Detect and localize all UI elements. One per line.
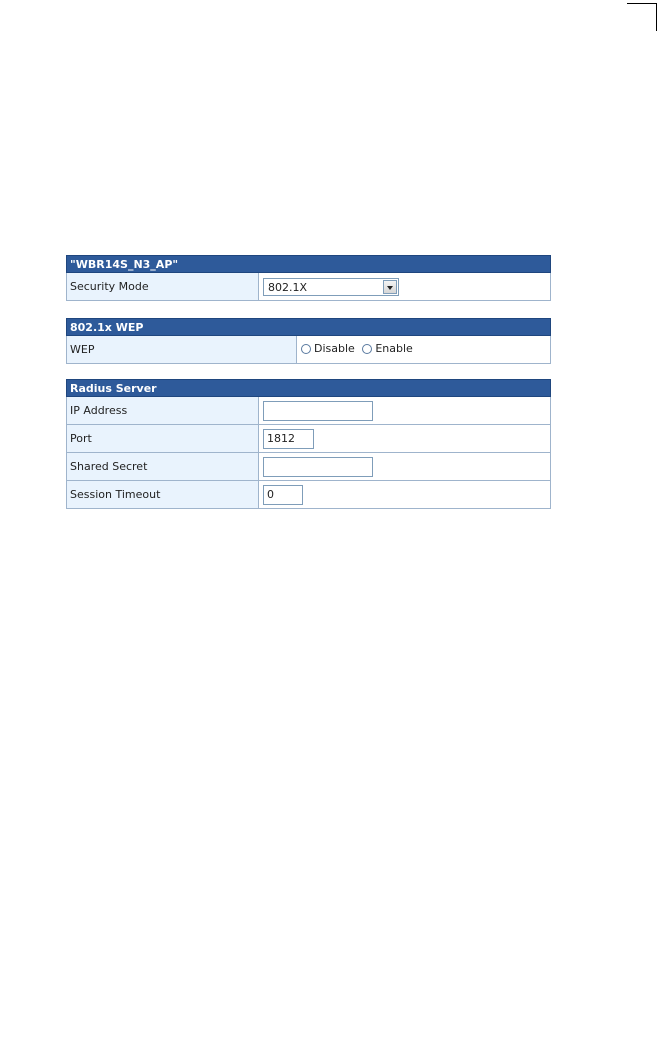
device-name-header: "WBR14S_N3_AP" [67, 256, 551, 273]
radius-server-table [66, 379, 551, 509]
session-timeout-label: Session Timeout [67, 481, 259, 509]
ip-address-label: IP Address [67, 397, 259, 425]
security-mode-label: Security Mode [67, 273, 259, 301]
page-corner-mark [627, 3, 657, 31]
chevron-down-icon[interactable] [383, 280, 397, 294]
wep-disable-option[interactable] [301, 342, 355, 355]
port-label: Port [67, 425, 259, 453]
security-mode-select[interactable] [263, 278, 399, 296]
security-mode-value: 802.1X [268, 280, 308, 294]
security-mode-table [66, 255, 551, 301]
port-input[interactable]: 1812 [263, 429, 314, 449]
radius-server-header: Radius Server [67, 380, 551, 397]
shared-secret-label: Shared Secret [67, 453, 259, 481]
wep-enable-option[interactable] [362, 342, 412, 355]
wep-disable-label: Disable [314, 342, 355, 356]
wep-disable-radio[interactable] [301, 344, 311, 354]
shared-secret-input[interactable] [263, 457, 373, 477]
wep-enable-radio[interactable] [362, 344, 372, 354]
wep-table [66, 318, 551, 364]
ip-address-input[interactable] [263, 401, 373, 421]
wep-label: WEP [67, 336, 297, 364]
wep-header: 802.1x WEP [67, 319, 551, 336]
wep-enable-label: Enable [375, 342, 413, 356]
session-timeout-input[interactable]: 0 [263, 485, 303, 505]
